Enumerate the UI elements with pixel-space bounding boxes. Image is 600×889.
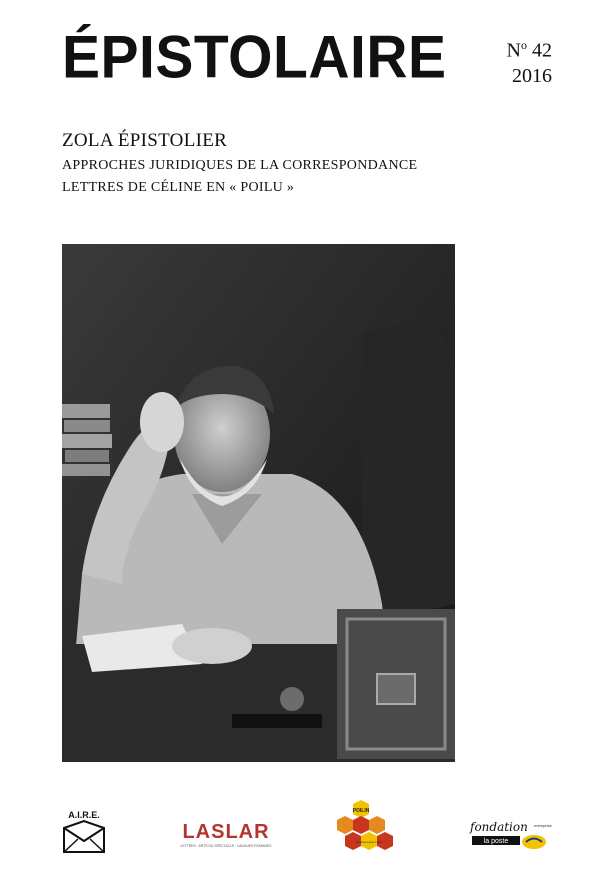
headline-main: ZOLA ÉPISTOLIER: [62, 130, 228, 151]
laslar-logo-text: LASLAR: [182, 821, 270, 843]
aire-logo: [60, 806, 108, 856]
issue-info: [507, 38, 552, 89]
issue-year: 2016: [512, 64, 552, 87]
poilin-tagline: Prismes Lieux Liens: [355, 840, 383, 844]
portrait-illustration: [62, 244, 455, 762]
fondation-small-text: entreprise: [534, 823, 552, 828]
headlines: [62, 130, 417, 202]
partner-logos: [0, 800, 600, 870]
journal-title: ÉPISTOLAIRE: [62, 23, 447, 91]
aire-logo-text: A.I.R.E.: [68, 810, 100, 820]
la-poste-text: la poste: [483, 838, 509, 845]
fondation-logo-text: fondation: [470, 820, 528, 834]
issue-number: $N^o$ 42: [506, 38, 552, 62]
headline-tertiary: LETTRES DE CÉLINE EN « POILU »: [62, 180, 295, 195]
fondation-la-poste-logo: [468, 818, 558, 852]
poilin-logo-text: POILIN: [352, 808, 370, 814]
laslar-tagline: LETTRES · ARTS DU SPECTACLE · LANGUES ROMANES: [180, 844, 272, 848]
poilin-logo: [333, 800, 399, 862]
cover-photo: [62, 244, 455, 762]
laslar-logo: [180, 818, 272, 850]
headline-secondary: APPROCHES JURIDIQUES DE LA CORRESPONDANCE: [62, 158, 418, 173]
